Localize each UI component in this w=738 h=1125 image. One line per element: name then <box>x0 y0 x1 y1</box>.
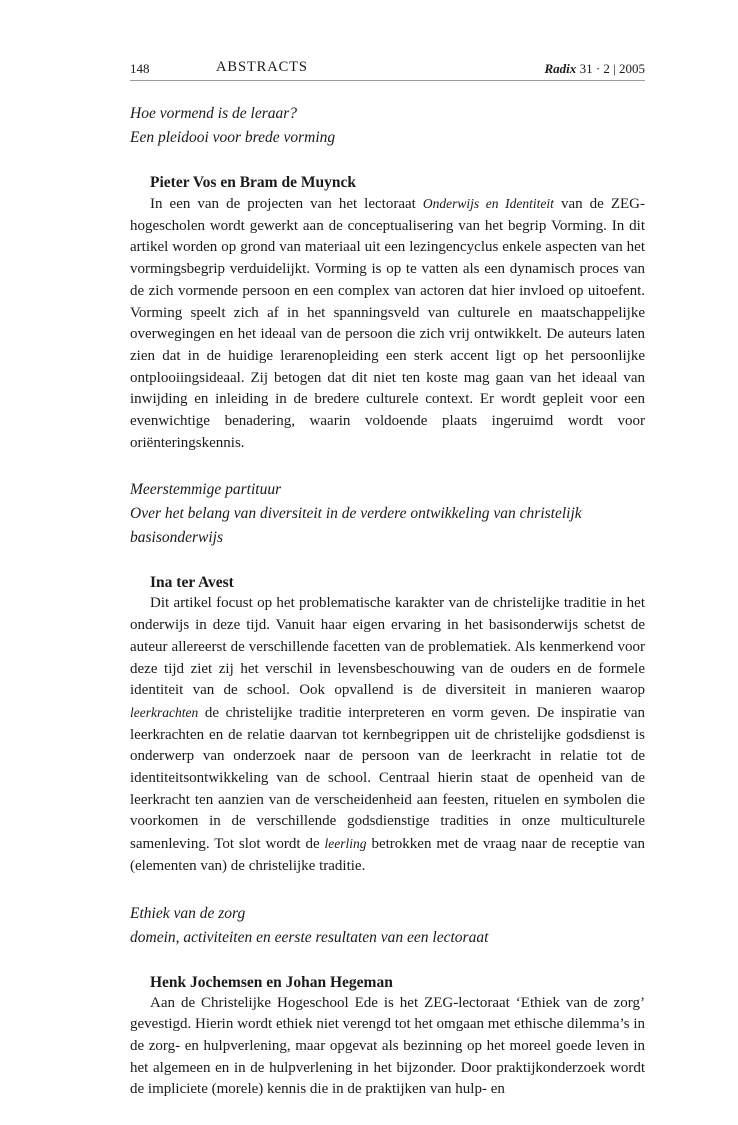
emphasis-text: Onderwijs en Identiteit <box>422 196 554 211</box>
abstract-body: Aan de Christelijke Hogeschool Ede is het ZEG-lectoraat ‘Ethiek van de zorg’ gevestigd. Hierin wordt ethiek niet verengd tot het omgaan met ethische dilemma’s in de zorg- en hulpverlening, maar opgevat als bezinning op het moreel goede leven in het algemeen en in de hulpverlening in het bijzonder. Door praktijkonderzoek wordt de impliciete (morele) kennis die in de praktijken van hulp- en <box>130 994 645 1098</box>
page-number: 148 <box>130 61 150 76</box>
journal-issue: 31 · 2 | 2005 <box>579 61 645 76</box>
abstract-title-line: Ethiek van de zorg <box>130 904 246 922</box>
abstract-title <box>130 902 645 950</box>
abstract-title-line: Hoe vormend is de leraar? <box>130 105 298 122</box>
abstract-vos-muynck <box>130 102 645 454</box>
abstract-title-line: Meerstemmige partituur <box>130 481 282 499</box>
abstract-body: In een van de projecten van het lectoraat Onderwijs en Identiteit van de ZEG-hogescholen wordt gewerkt aan de conceptualisering van het begrip Vorming. In dit artikel worden op grond van materiaal uit een lezingencyclus enkele aspecten van het vormingsbegrip verduidelijkt. Vorming is op te vatten als een dynamisch proces van de zich vormende persoon en een complex van actoren dat hier invloed op uitoefent. Vorming speelt zich af in het spanningsveld van culturele en maatschappelijke overwegingen en het ideaal van de persoon die zich vrij ontwikkelt. De auteurs laten zien dat in de huidige lerarenopleiding een sterk accent ligt op het persoonlijke ontplooiingsideaal. Zij betogen dat dit niet ten koste mag gaan van het ideaal van inwijding en inleiding in de bredere culturele context. Er wordt gepleit voor een evenwichtige benadering, waarin voldoende plaats ingeruimd wordt voor oriënteringskennis. <box>130 196 646 451</box>
abstract-ter-avest <box>130 478 645 877</box>
abstract-authors: Pieter Vos en Bram de Muynck <box>150 174 356 191</box>
abstract-jochemsen-hegeman <box>130 902 645 1102</box>
abstracts-list <box>130 102 645 1125</box>
abstract-body: Dit artikel focust op het problematische karakter van de christelijke traditie in het onderwijs in deze tijd. Vanuit haar eigen ervaring in het basisonderwijs schetst de auteur allereerst de verschillende facetten van de problematiek. Als kenmerkend voor deze tijd ziet zij het verschil in levensbeschouwing van de ouders en de formele identiteit van de school. Ook opvallend is de diversiteit in manieren waarop leerkrachten de christelijke traditie interpreteren en vorm geven. De inspiratie van leerkrachten en de relatie daarvan tot kernbegrippen uit de christelijke godsdienst is onderwerp van onderzoek naar de persoon van de leerkracht in relatie tot de identiteitsontwikkeling van de school. Centraal hierin staat de openheid van de leerkracht ten aanzien van de verscheidenheid aan feesten, rituelen en symbolen die voorkomen in de verschillende godsdienstige tradities in onze multiculturele samenleving. Tot slot wordt de leerling betrokken met de vraag naar de receptie van (elementen van) de christelijke traditie. <box>130 595 645 874</box>
abstract-title <box>130 478 645 550</box>
abstract-authors: Henk Jochemsen en Johan Hegeman <box>150 973 393 991</box>
abstract-subtitle-line: domein, activiteiten en eerste resultaten van een lectoraat <box>130 928 489 946</box>
running-header <box>130 58 645 81</box>
section-title: ABSTRACTS <box>216 59 308 75</box>
abstract-subtitle-line: Over het belang van diversiteit in de verdere ontwikkeling van christelijk basisonderwijs <box>130 505 582 547</box>
abstract-subtitle-line: Een pleidooi voor brede vorming <box>130 129 336 146</box>
emphasis-text: leerling <box>324 836 367 852</box>
abstract-authors: Ina ter Avest <box>150 574 234 592</box>
abstract-title <box>130 102 645 150</box>
journal-name: Radix <box>544 61 577 76</box>
emphasis-text: leerkrachten <box>130 704 199 720</box>
journal-reference <box>545 61 645 77</box>
